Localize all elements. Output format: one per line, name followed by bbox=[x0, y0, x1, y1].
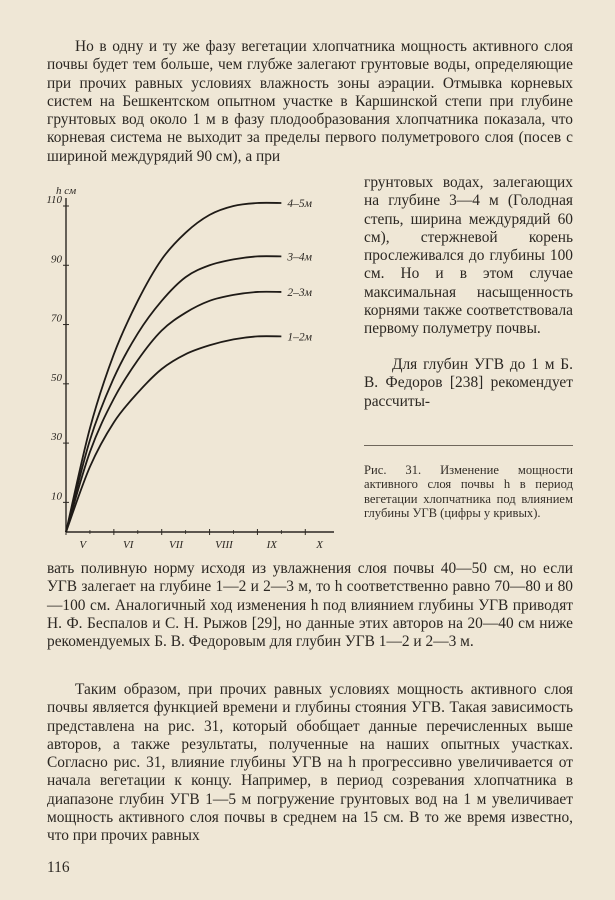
y-tick-label: 10 bbox=[51, 490, 62, 503]
curve-label-4: 1–2м bbox=[287, 331, 312, 344]
paragraph-2-start: Для глубин УГВ до 1 м Б. В. Федоров [238] рекомендует рассчиты- bbox=[364, 356, 573, 410]
page-number: 116 bbox=[47, 859, 70, 876]
paragraph-2-continued: вать поливную норму исходя из увлажнения слоя почвы 40—50 см, но если УГВ залегает на глубине 1—2 и 2—3 м, то h соответственно равно 70—80 и 80—100 см. Аналогичный ход изменения h под влиянием глубины УГВ приводят Н. Ф. Беспалов и С. Н. Рыжов [29], но данные этих авторов на 20—40 см ниже рекомендуемых Б. В. Федоровым для глубин УГВ 1—2 и 2—3 м. bbox=[47, 560, 573, 651]
paragraph-1: Но в одну и ту же фазу вегетации хлопчатника мощность активного слоя почвы будет тем больше, чем глубже залегают грунтовые воды, определяющие при прочих равных условиях влажность зоны аэрации. Отмывка корневых систем на Бешкентском опытном участке в Каршинской степи при глубине грунтовых вод около 1 м в фазу плодообразования хлопчатника показала, что корневая система не выходит за пределы первого полуметрового слоя (посев с шириной междурядий 90 см), а при bbox=[47, 38, 573, 165]
curve-1 bbox=[66, 203, 281, 532]
y-tick-label: 90 bbox=[51, 253, 62, 266]
x-tick-label: V bbox=[79, 539, 87, 551]
y-tick-label: 30 bbox=[51, 431, 62, 444]
chart-curves bbox=[66, 203, 281, 532]
figure-caption: Рис. 31. Изменение мощности активного слоя почвы h в период вегетации хлопчатника под влиянием глубины УГВ (цифры у кривых). bbox=[364, 463, 573, 520]
chart-ticks bbox=[46, 194, 324, 551]
curve-2 bbox=[66, 256, 281, 532]
x-tick-label: IX bbox=[266, 539, 277, 551]
x-tick-label: VI bbox=[123, 539, 134, 551]
y-axis-label: h см bbox=[56, 185, 77, 197]
chart-labels bbox=[56, 185, 313, 343]
paragraph-3: Таким образом, при прочих равных условиях мощность активного слоя почвы является функцией времени и глубины стояния УГВ. Такая зависимость представлена на рис. 31, который обобщает данные перечисленных выше авторов, а также результаты, полученные на наших опытных участках. Согласно рис. 31, влияние глубины УГВ на h прогрессивно увеличивается от начала вегетации к концу. Например, в период созревания хлопчатника в диапазоне глубин УГВ 1—5 м погружение грунтовых вод на 1 м увеличивает мощность активного слоя почвы в среднем на 15 см. В то же время известно, что при прочих равных bbox=[47, 681, 573, 845]
caption-divider bbox=[364, 445, 573, 446]
curve-4 bbox=[66, 336, 281, 532]
x-tick-label: VII bbox=[169, 539, 184, 551]
curve-3 bbox=[66, 292, 281, 532]
figure-31-chart bbox=[40, 172, 362, 552]
y-tick-label: 50 bbox=[51, 371, 62, 384]
y-tick-label: 70 bbox=[51, 312, 62, 325]
x-tick-label: X bbox=[316, 539, 324, 551]
paragraph-1-side: грунтовых водах, залегающих на глубине 3—4 м (Голодная степь, ширина междурядий 60 см), стержневой корень прослеживался до глубины 100 см. Но и в этом случае максимальная насыщенность корнями также соответствовала первому полуметру почвы. bbox=[364, 174, 573, 338]
curve-label-3: 2–3м bbox=[287, 286, 312, 299]
chart-axes bbox=[66, 198, 334, 532]
curve-label-1: 4–5м bbox=[287, 198, 312, 211]
x-tick-label: VIII bbox=[215, 539, 233, 551]
curve-label-2: 3–4м bbox=[287, 251, 312, 264]
y-tick-label: 110 bbox=[46, 194, 62, 206]
